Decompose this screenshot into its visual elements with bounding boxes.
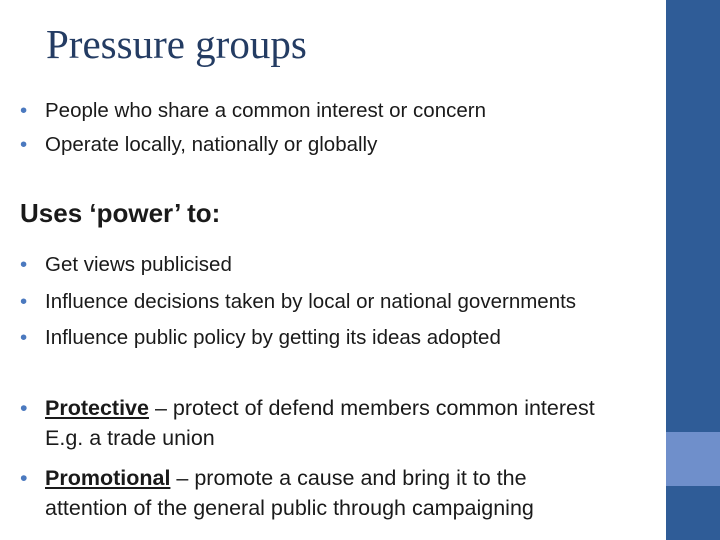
uses-heading: Uses ‘power’ to: (20, 198, 221, 228)
group-type-term: Protective (45, 396, 149, 420)
group-type-item (20, 393, 595, 453)
list-item-text: Influence public policy by getting its ideas adopted (45, 326, 501, 349)
list-item-text: Get views publicised (45, 253, 232, 276)
bullet-icon: • (20, 326, 28, 349)
list-item (20, 284, 576, 321)
list-item (20, 247, 576, 284)
bullet-icon: • (20, 289, 28, 313)
list-item (20, 128, 486, 162)
bullet-icon: • (20, 253, 28, 276)
slide-title: Pressure groups (46, 21, 307, 67)
list-item-text: People who share a common interest or concern (45, 99, 486, 122)
list-item-text: Operate locally, nationally or globally (45, 133, 378, 156)
list-item (20, 94, 486, 128)
group-type-term: Promotional (45, 466, 171, 490)
group-type-description: – promote a cause and bring it to the (170, 466, 527, 490)
bullet-icon: • (20, 396, 28, 420)
list-item-text: Influence decisions taken by local or national governments (45, 289, 577, 313)
group-type-item (20, 463, 595, 523)
group-types-list (20, 393, 595, 533)
accent-block (666, 432, 720, 486)
bullet-icon: • (20, 133, 28, 156)
bullet-icon: • (20, 99, 28, 122)
group-type-description: – protect of defend members common interest (148, 396, 595, 420)
uses-list (20, 247, 576, 357)
list-item (20, 320, 576, 357)
group-type-example: attention of the general public through campaigning (45, 496, 534, 520)
group-type-example: E.g. a trade union (45, 426, 215, 450)
bullet-icon: • (20, 466, 28, 490)
intro-list (20, 94, 486, 162)
